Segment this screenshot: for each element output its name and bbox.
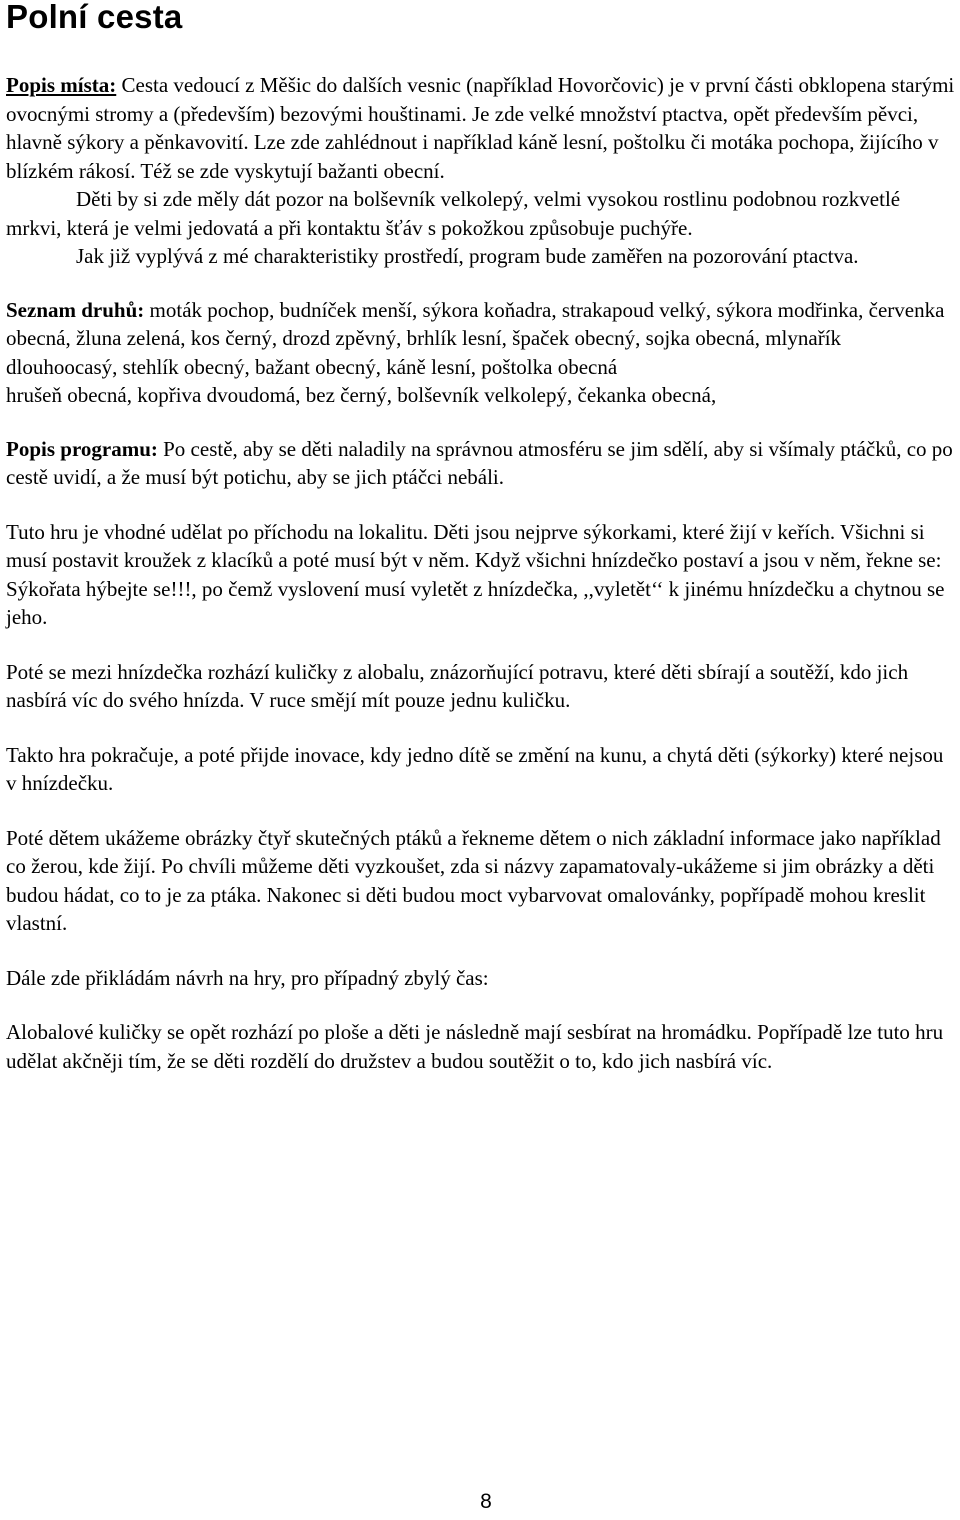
popis-programu-label: Popis programu: — [6, 436, 158, 461]
popis-programu-paragraph — [6, 435, 956, 492]
popis-mista-paragraph — [6, 71, 956, 185]
page-number: 8 — [480, 1490, 492, 1513]
alobalove-paragraph: Alobalové kuličky se opět rozhází po ploše a děti je následně mají sesbírat na hromádku. Popřípadě lze tuto hru udělat akčněji tím, že se děti rozdělí do družstev a budou soutěžit o to, kdo jich nasbírá víc. — [6, 1020, 944, 1073]
popis-mista-label: Popis místa: — [6, 73, 117, 97]
program-focus-paragraph: Jak již vyplývá z mé charakteristiky prostředí, program bude zaměřen na pozorování ptactva. — [76, 244, 859, 268]
bolsevnik-paragraph: Děti by si zde měly dát pozor na bolševník velkolepý, velmi vysokou rostlinu podobnou rozkvetlé mrkvi, která je velmi jedovatá a při kontaktu šťáv s pokožkou způsobuje puchýře. — [6, 187, 901, 240]
seznam-druhu-text: moták pochop, budníček menší, sýkora koňadra, strakapoud velký, sýkora modřinka, červenka obecná, žluna zelená, kos černý, drozd zpěvný, brhlík lesní, špaček obecný, sojka obecná, mlynařík dlouhoocasý, stehlík obecný, bažant obecný, káně lesní, poštolka obecná — [6, 297, 945, 379]
navrh-paragraph: Dále zde přikládám návrh na hry, pro případný zbylý čas: — [6, 965, 489, 990]
obrazky-paragraph: Poté dětem ukážeme obrázky čtyř skutečných ptáků a řekneme dětem o nich základní informace jako například co žerou, kde žijí. Po chvíli můžeme děti vyzkoušet, zda si názvy zapamatovaly-ukážeme si jim obrázky a děti budou hádat, co to je za ptáka. Nakonec si děti budou moct vybarvovat omalovánky, popřípadě mohou kreslit vlastní. — [6, 825, 941, 935]
seznam-druhu-label: Seznam druhů: — [6, 297, 145, 322]
kuna-paragraph: Takto hra pokračuje, a poté přijde inovace, kdy jedno dítě se změní na kunu, a chytá děti (sýkorky) které nejsou v hnízdečku. — [6, 742, 944, 795]
hra-paragraph: Tuto hru je vhodné udělat po příchodu na lokalitu. Děti jsou nejprve sýkorkami, které žijí v keřích. Všichni si musí postavit kroužek z klacíků a poté musí být v něm. Když všichni hnízdečko postaví a jsou v něm, řekne se: Sýkořata hýbejte se!!!, po čemž vyslovení musí vyletět z hnízdečka, ,,vyletět‘‘ k jinému hnízdečku a chytnou se jeho. — [6, 519, 945, 629]
seznam-druhu-paragraph — [6, 296, 956, 382]
page-title: Polní cesta — [6, 0, 183, 35]
document-page — [6, 0, 956, 1075]
popis-programu-text: Po cestě, aby se děti naladily na správnou atmosféru se jim sdělí, aby si všímaly ptáčků, co po cestě uvidí, a že musí být potichu, aby se jich ptáčci nebáli. — [6, 436, 953, 489]
popis-mista-text: Cesta vedoucí z Měšic do dalších vesnic (například Hovorčovic) je v první části obklopena starými ovocnými stromy a (především) bezovými houštinami. Je zde velké množství ptactva, opět především pěvci, hlavně sýkory a pěnkavovití. Lze zde zahlédnout i například káně lesní, poštolku či motáka pochopa, žijícího v blízkém rákosí. Též se zde vyskytují bažanti obecní. — [6, 73, 955, 183]
kulicky-paragraph: Poté se mezi hnízdečka rozhází kuličky z alobalu, znázorňující potravu, které děti sbírají a soutěží, kdo jich nasbírá víc do svého hnízda. V ruce smějí mít pouze jednu kuličku. — [6, 659, 909, 712]
plants-list: hrušeň obecná, kopřiva dvoudomá, bez černý, bolševník velkolepý, čekanka obecná, — [6, 383, 717, 407]
